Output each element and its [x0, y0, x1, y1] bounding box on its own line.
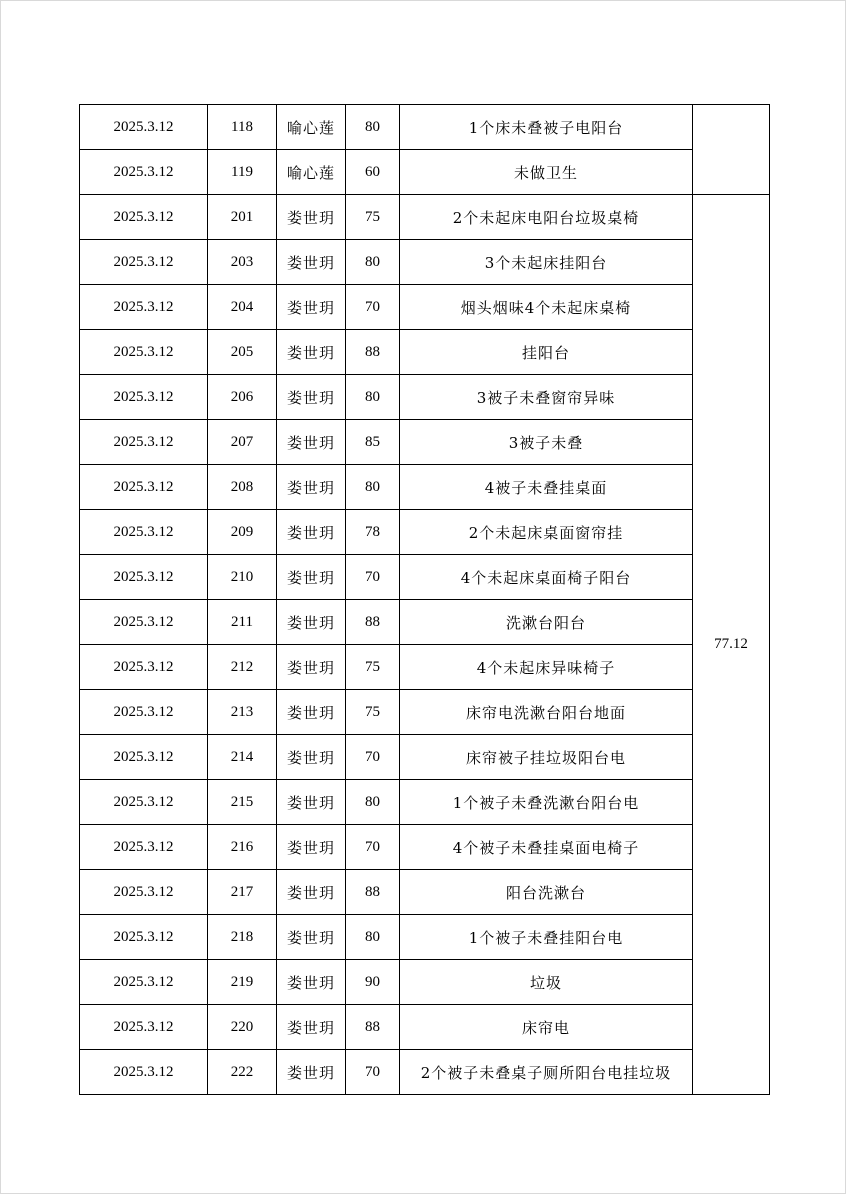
table-row	[80, 915, 770, 960]
inspector-name-cell: 娄世玥	[277, 1050, 346, 1095]
score-cell: 75	[346, 195, 400, 240]
issues-cell: 垃圾	[400, 960, 693, 1005]
table-row	[80, 375, 770, 420]
table-row	[80, 735, 770, 780]
room-number-cell: 210	[208, 555, 277, 600]
score-cell: 78	[346, 510, 400, 555]
inspector-name-cell: 喻心莲	[277, 105, 346, 150]
table-row	[80, 150, 770, 195]
date-cell: 2025.3.12	[80, 375, 208, 420]
date-cell: 2025.3.12	[80, 915, 208, 960]
score-cell: 80	[346, 465, 400, 510]
table-row	[80, 825, 770, 870]
issues-cell: 床帘被子挂垃圾阳台电	[400, 735, 693, 780]
issues-cell: 2个未起床电阳台垃圾桌椅	[400, 195, 693, 240]
table-row	[80, 690, 770, 735]
room-number-cell: 205	[208, 330, 277, 375]
issues-cell: 2个未起床桌面窗帘挂	[400, 510, 693, 555]
date-cell: 2025.3.12	[80, 825, 208, 870]
table-row	[80, 960, 770, 1005]
table-body	[80, 105, 770, 1095]
room-number-cell: 219	[208, 960, 277, 1005]
score-cell: 60	[346, 150, 400, 195]
table-row	[80, 780, 770, 825]
score-cell: 88	[346, 1005, 400, 1050]
score-cell: 88	[346, 330, 400, 375]
table-row	[80, 240, 770, 285]
inspector-name-cell: 娄世玥	[277, 1005, 346, 1050]
inspector-name-cell: 娄世玥	[277, 420, 346, 465]
room-number-cell: 216	[208, 825, 277, 870]
date-cell: 2025.3.12	[80, 555, 208, 600]
table-row	[80, 645, 770, 690]
issues-cell: 1个床未叠被子电阳台	[400, 105, 693, 150]
table-row	[80, 510, 770, 555]
score-cell: 70	[346, 735, 400, 780]
room-number-cell: 118	[208, 105, 277, 150]
room-number-cell: 211	[208, 600, 277, 645]
date-cell: 2025.3.12	[80, 645, 208, 690]
group-average-cell: 77.12	[693, 195, 770, 1095]
issues-cell: 3个未起床挂阳台	[400, 240, 693, 285]
inspector-name-cell: 喻心莲	[277, 150, 346, 195]
room-number-cell: 207	[208, 420, 277, 465]
issues-cell: 1个被子未叠洗漱台阳台电	[400, 780, 693, 825]
room-number-cell: 203	[208, 240, 277, 285]
inspector-name-cell: 娄世玥	[277, 645, 346, 690]
score-cell: 80	[346, 780, 400, 825]
table-row	[80, 1005, 770, 1050]
score-cell: 90	[346, 960, 400, 1005]
table-row	[80, 870, 770, 915]
inspector-name-cell: 娄世玥	[277, 960, 346, 1005]
issues-cell: 未做卫生	[400, 150, 693, 195]
score-cell: 80	[346, 915, 400, 960]
issues-cell: 洗漱台阳台	[400, 600, 693, 645]
inspector-name-cell: 娄世玥	[277, 825, 346, 870]
score-cell: 80	[346, 375, 400, 420]
issues-cell: 3被子未叠窗帘异味	[400, 375, 693, 420]
issues-cell: 阳台洗漱台	[400, 870, 693, 915]
issues-cell: 4个被子未叠挂桌面电椅子	[400, 825, 693, 870]
table-row	[80, 330, 770, 375]
issues-cell: 2个被子未叠桌子厕所阳台电挂垃圾	[400, 1050, 693, 1095]
inspector-name-cell: 娄世玥	[277, 240, 346, 285]
room-number-cell: 119	[208, 150, 277, 195]
inspector-name-cell: 娄世玥	[277, 510, 346, 555]
inspector-name-cell: 娄世玥	[277, 915, 346, 960]
date-cell: 2025.3.12	[80, 960, 208, 1005]
issues-cell: 烟头烟味4个未起床桌椅	[400, 285, 693, 330]
table-row	[80, 420, 770, 465]
score-cell: 88	[346, 600, 400, 645]
score-cell: 70	[346, 825, 400, 870]
date-cell: 2025.3.12	[80, 285, 208, 330]
issues-cell: 4个未起床桌面椅子阳台	[400, 555, 693, 600]
date-cell: 2025.3.12	[80, 105, 208, 150]
table-row	[80, 465, 770, 510]
room-number-cell: 201	[208, 195, 277, 240]
score-cell: 70	[346, 285, 400, 330]
date-cell: 2025.3.12	[80, 780, 208, 825]
score-cell: 88	[346, 870, 400, 915]
issues-cell: 4被子未叠挂桌面	[400, 465, 693, 510]
inspector-name-cell: 娄世玥	[277, 870, 346, 915]
inspector-name-cell: 娄世玥	[277, 555, 346, 600]
table-row	[80, 105, 770, 150]
room-number-cell: 213	[208, 690, 277, 735]
issues-cell: 床帘电	[400, 1005, 693, 1050]
room-number-cell: 220	[208, 1005, 277, 1050]
inspector-name-cell: 娄世玥	[277, 375, 346, 420]
score-cell: 85	[346, 420, 400, 465]
issues-cell: 1个被子未叠挂阳台电	[400, 915, 693, 960]
date-cell: 2025.3.12	[80, 150, 208, 195]
room-number-cell: 204	[208, 285, 277, 330]
room-number-cell: 208	[208, 465, 277, 510]
inspector-name-cell: 娄世玥	[277, 195, 346, 240]
table-row	[80, 555, 770, 600]
room-number-cell: 218	[208, 915, 277, 960]
score-cell: 70	[346, 555, 400, 600]
date-cell: 2025.3.12	[80, 330, 208, 375]
inspector-name-cell: 娄世玥	[277, 330, 346, 375]
room-number-cell: 206	[208, 375, 277, 420]
inspector-name-cell: 娄世玥	[277, 465, 346, 510]
inspector-name-cell: 娄世玥	[277, 735, 346, 780]
inspector-name-cell: 娄世玥	[277, 285, 346, 330]
room-number-cell: 214	[208, 735, 277, 780]
issues-cell: 4个未起床异味椅子	[400, 645, 693, 690]
inspector-name-cell: 娄世玥	[277, 690, 346, 735]
room-number-cell: 215	[208, 780, 277, 825]
inspector-name-cell: 娄世玥	[277, 780, 346, 825]
issues-cell: 3被子未叠	[400, 420, 693, 465]
dorm-inspection-table	[79, 104, 770, 1095]
date-cell: 2025.3.12	[80, 195, 208, 240]
date-cell: 2025.3.12	[80, 870, 208, 915]
average-cell-blank	[693, 105, 770, 195]
inspector-name-cell: 娄世玥	[277, 600, 346, 645]
date-cell: 2025.3.12	[80, 420, 208, 465]
room-number-cell: 217	[208, 870, 277, 915]
table-row	[80, 1050, 770, 1095]
date-cell: 2025.3.12	[80, 1005, 208, 1050]
score-cell: 80	[346, 240, 400, 285]
date-cell: 2025.3.12	[80, 1050, 208, 1095]
date-cell: 2025.3.12	[80, 465, 208, 510]
date-cell: 2025.3.12	[80, 690, 208, 735]
table-row	[80, 600, 770, 645]
table-row	[80, 195, 770, 240]
date-cell: 2025.3.12	[80, 735, 208, 780]
score-cell: 75	[346, 645, 400, 690]
score-cell: 75	[346, 690, 400, 735]
room-number-cell: 209	[208, 510, 277, 555]
room-number-cell: 222	[208, 1050, 277, 1095]
score-cell: 80	[346, 105, 400, 150]
date-cell: 2025.3.12	[80, 240, 208, 285]
issues-cell: 挂阳台	[400, 330, 693, 375]
room-number-cell: 212	[208, 645, 277, 690]
date-cell: 2025.3.12	[80, 600, 208, 645]
issues-cell: 床帘电洗漱台阳台地面	[400, 690, 693, 735]
table-row	[80, 285, 770, 330]
date-cell: 2025.3.12	[80, 510, 208, 555]
score-cell: 70	[346, 1050, 400, 1095]
